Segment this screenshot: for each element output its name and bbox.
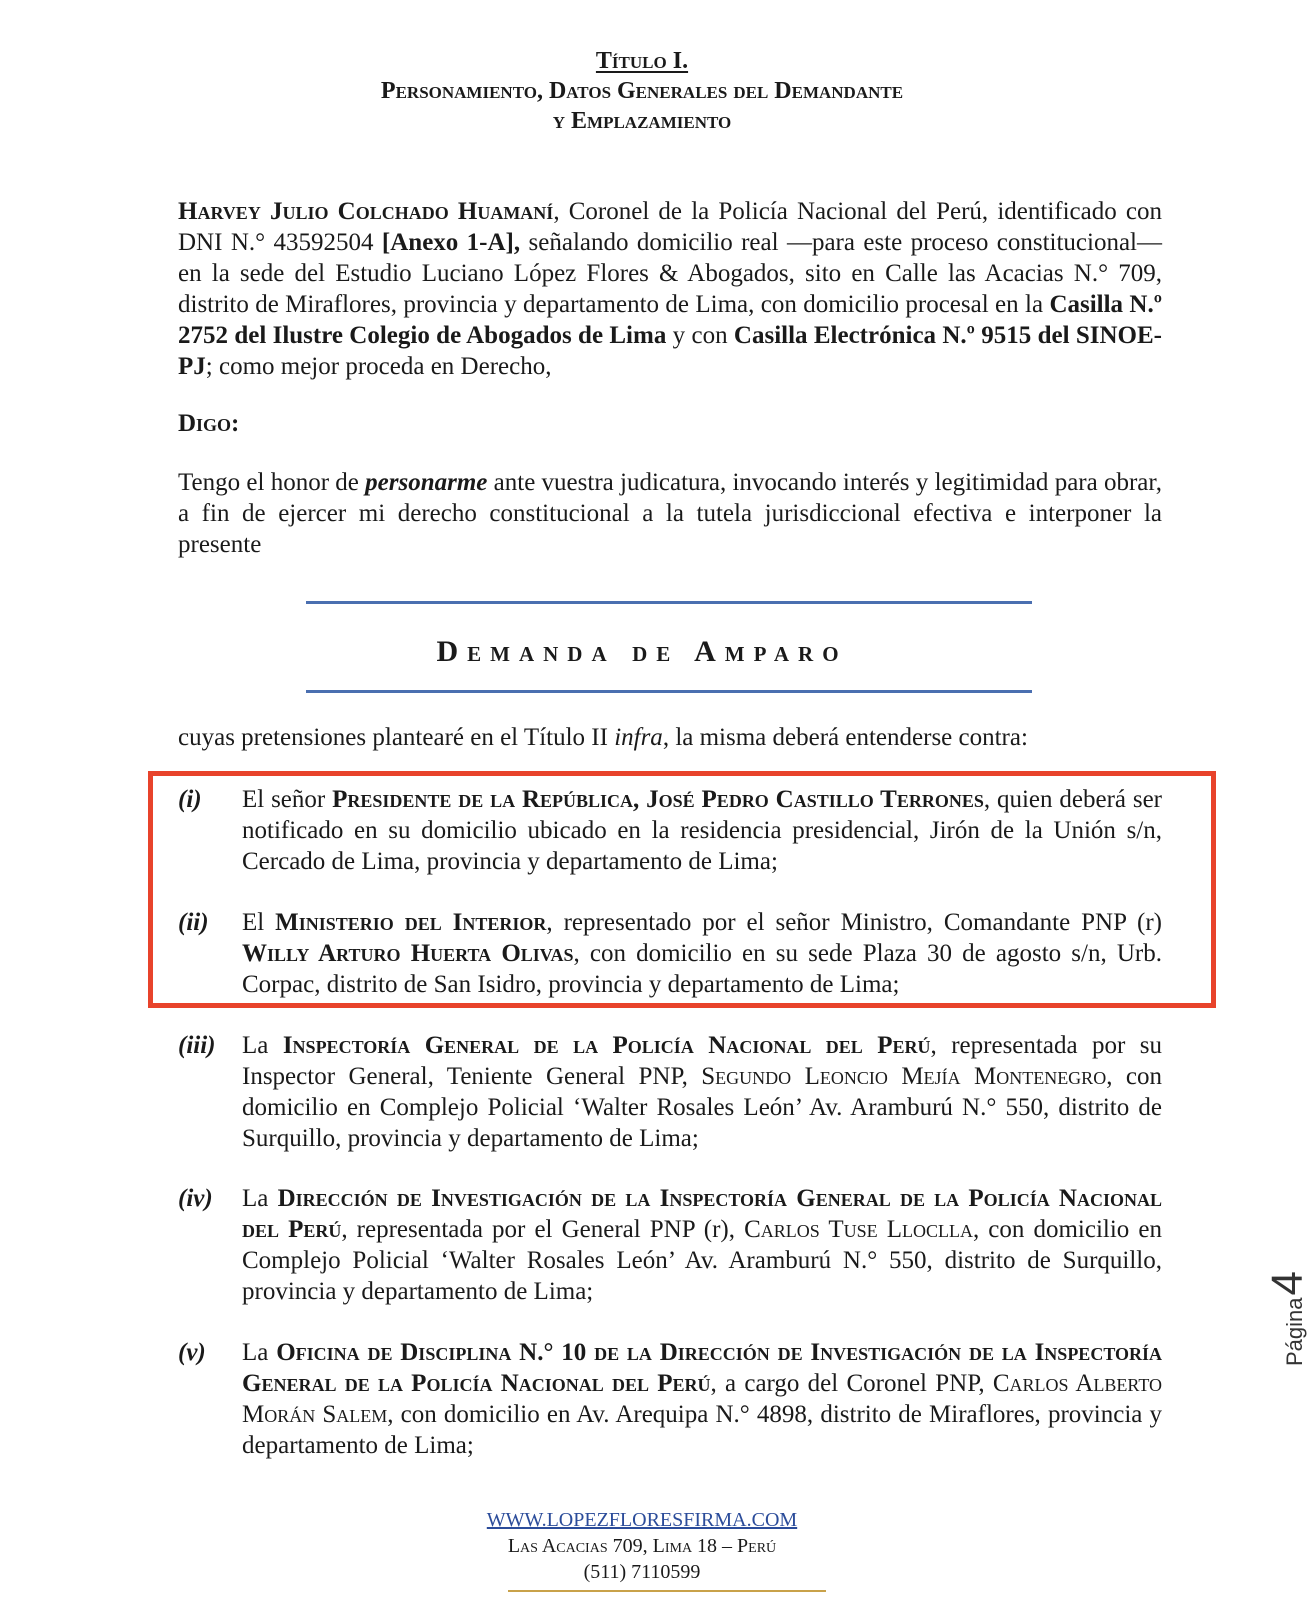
- defendant-item: [178, 784, 1162, 877]
- digo-heading: Digo:: [178, 410, 240, 437]
- honor-emphasis: personarme: [365, 469, 488, 496]
- item-number: (i): [178, 786, 202, 813]
- page-number-label: [1198, 1246, 1312, 1366]
- title-line-1: Título I.: [595, 48, 689, 74]
- defendant-name: Presidente de la República, José Pedro Castillo Terrones: [332, 786, 984, 813]
- against-emphasis: infra: [614, 724, 663, 751]
- item-text: La: [242, 1185, 278, 1212]
- honor-text-2: ante vuestra judicatura, invocando interés y legitimidad para obrar, a fin de ejercer mi derecho constitucional a la tutela jurisdiccional efectiva e interponer la presente: [178, 469, 1162, 558]
- demand-title: Demanda de Amparo: [436, 635, 848, 668]
- item-text: , con domicilio en Complejo Policial ‘Walter Rosales León’ Av. Aramburú N.° 550, distrito de Surquillo, provincia y departamento de Lima;: [242, 1216, 1162, 1305]
- intro-text-4: ; como mejor proceda en Derecho,: [205, 353, 552, 380]
- item-body: [242, 784, 1162, 877]
- item-text: El: [242, 909, 276, 936]
- item-body: [242, 1337, 1162, 1461]
- intro-paragraph: [178, 196, 1162, 382]
- item-text: , quien deberá ser notificado en su domicilio ubicado en la residencia presidencial, Jirón de la Unión s/n, Cercado de Lima, provincia y departamento de Lima;: [242, 786, 1163, 875]
- item-number: (iv): [178, 1185, 213, 1212]
- casilla-ref: Casilla N.º 2752 del Ilustre Colegio de Abogados de Lima: [178, 291, 1162, 349]
- annex-ref: [Anexo 1-A],: [381, 229, 521, 256]
- divider-top: [306, 601, 1032, 604]
- item-text: La: [242, 1339, 277, 1366]
- item-text: , a cargo del Coronel PNP,: [710, 1370, 993, 1397]
- item-text: , con domicilio en Complejo Policial ‘Walter Rosales León’ Av. Aramburú N.° 550, distrito de Surquillo, provincia y departamento de Lima;: [242, 1063, 1162, 1152]
- defendant-name: Dirección de Investigación de la Inspectoría General de la Policía Nacional del Perú: [242, 1185, 1162, 1243]
- item-body: [242, 907, 1162, 1000]
- against-text-1: cuyas pretensiones plantearé en el Título II: [178, 724, 615, 751]
- item-number: (v): [178, 1339, 206, 1366]
- defendant-name: Ministerio del Interior: [275, 909, 547, 936]
- honor-text-1: Tengo el honor de: [178, 469, 366, 496]
- casilla-electronica-ref: Casilla Electrónica N.º 9515 del SINOE-PJ: [178, 322, 1162, 380]
- against-text-2: , la misma deberá entenderse contra:: [662, 724, 1028, 751]
- page-number: 4: [1263, 1271, 1312, 1296]
- footer-address: Las Acacias 709, Lima 18 – Perú: [507, 1535, 777, 1557]
- representative-name: Carlos Tuse Lloclla: [744, 1216, 973, 1243]
- defendant-name: Inspectoría General de la Policía Nacional del Perú: [282, 1032, 931, 1059]
- item-text: , representada por su Inspector General, Teniente General PNP,: [242, 1032, 1162, 1090]
- footer-rule: [508, 1590, 826, 1592]
- divider-bottom: [306, 690, 1032, 693]
- honor-paragraph: [178, 467, 1162, 560]
- plaintiff-name: Harvey Julio Colchado Huamaní: [178, 198, 554, 225]
- item-number: (ii): [178, 909, 209, 936]
- defendant-item: [178, 907, 1162, 1000]
- defendant-item: [178, 1183, 1162, 1307]
- item-text: , con domicilio en Av. Arequipa N.° 4898, distrito de Miraflores, provincia y departamento de Lima;: [242, 1401, 1162, 1459]
- item-body: [242, 1183, 1162, 1307]
- footer: [0, 1507, 1284, 1585]
- item-text: , con domicilio en su sede Plaza 30 de agosto s/n, Urb. Corpac, distrito de San Isidro, provincia y departamento de Lima;: [242, 940, 1162, 998]
- section-title: [0, 46, 1284, 136]
- item-text: , representada por el General PNP (r),: [341, 1216, 745, 1243]
- representative-name: Segundo Leoncio Mejía Montenegro: [701, 1063, 1107, 1090]
- item-text: El señor: [242, 786, 333, 813]
- representative-name: Willy Arturo Huerta Olivas: [242, 940, 574, 967]
- intro-text-2: señalando domicilio real —para este proceso constitucional— en la sede del Estudio Luciano López Flores & Abogados, sito en Calle las Acacias N.° 709, distrito de Miraflores, provincia y departamento de Lima, con domicilio procesal en la: [178, 229, 1162, 318]
- title-line-2: Personamiento, Datos Generales del Demandante: [380, 78, 904, 104]
- defendant-item: [178, 1337, 1162, 1461]
- item-text: La: [242, 1032, 283, 1059]
- website-link[interactable]: WWW.LOPEZFLORESFIRMA.COM: [486, 1509, 798, 1531]
- page-word: Página: [1282, 1297, 1307, 1366]
- intro-text-1: , Coronel de la Policía Nacional del Perú, identificado con DNI N.° 43592504: [178, 198, 1162, 256]
- item-number: (iii): [178, 1032, 216, 1059]
- defendant-name: Oficina de Disciplina N.° 10 de la Dirección de Investigación de la Inspectoría General de la Policía Nacional del Perú: [242, 1339, 1162, 1397]
- representative-name: Carlos Alberto Morán Salem: [242, 1370, 1162, 1428]
- footer-phone: (511) 7110599: [583, 1561, 701, 1583]
- item-text: , representado por el señor Ministro, Comandante PNP (r): [546, 909, 1163, 936]
- item-body: [242, 1030, 1162, 1154]
- intro-text-3: y con: [666, 322, 734, 349]
- against-paragraph: [178, 722, 1162, 753]
- title-line-3: y Emplazamiento: [552, 108, 732, 134]
- defendant-item: [178, 1030, 1162, 1154]
